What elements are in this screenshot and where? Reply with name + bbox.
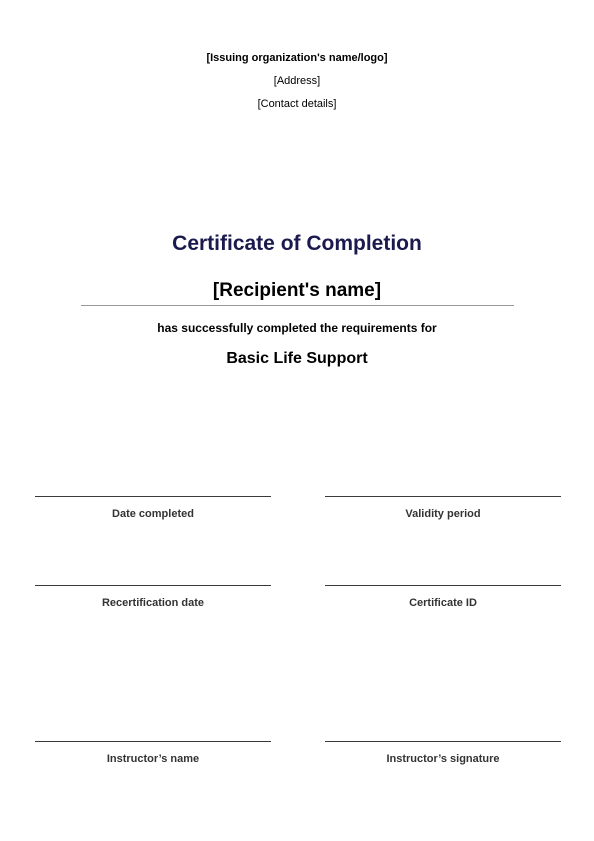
certificate-title: Certificate of Completion bbox=[172, 232, 422, 255]
issuing-organization: [Issuing organization's name/logo] bbox=[206, 52, 388, 64]
certificate-id-label: Certificate ID bbox=[409, 597, 477, 609]
instructor-signature-label: Instructor’s signature bbox=[386, 753, 500, 765]
certificate-id-line[interactable] bbox=[325, 585, 561, 586]
recipient-underline bbox=[81, 305, 514, 306]
course-name: Basic Life Support bbox=[226, 350, 368, 367]
date-completed-line[interactable] bbox=[35, 496, 271, 497]
instructor-name-label: Instructor’s name bbox=[106, 753, 200, 765]
organization-address: [Address] bbox=[273, 75, 321, 87]
organization-contact: [Contact details] bbox=[257, 98, 337, 110]
validity-period-label: Validity period bbox=[405, 508, 481, 520]
date-completed-label: Date completed bbox=[112, 508, 194, 520]
recertification-date-label: Recertification date bbox=[101, 597, 205, 609]
instructor-name-line[interactable] bbox=[35, 741, 271, 742]
instructor-signature-line[interactable] bbox=[325, 741, 561, 742]
recipient-name[interactable]: [Recipient's name] bbox=[212, 280, 382, 301]
recertification-date-line[interactable] bbox=[35, 585, 271, 586]
completion-statement: has successfully completed the requirements for bbox=[157, 321, 437, 335]
validity-period-line[interactable] bbox=[325, 496, 561, 497]
